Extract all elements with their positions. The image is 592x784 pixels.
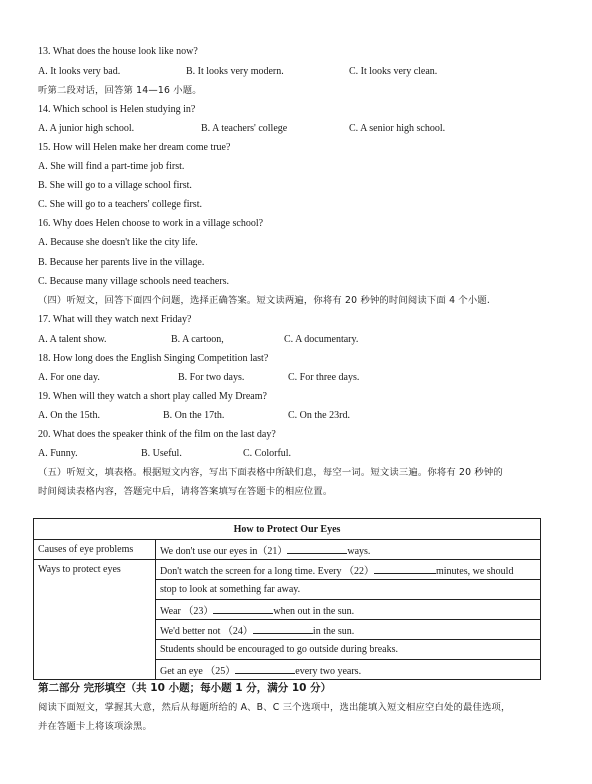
blank-25-prefix: Get an eye （25） [160, 666, 236, 677]
q14-option-a: A. A junior high school. [38, 123, 135, 134]
q16-stem: 16. Why does Helen choose to work in a village school? [38, 218, 264, 229]
q13-option-b: B. It looks very modern. [186, 66, 284, 77]
ways-row-5 [156, 660, 541, 680]
causes-label: Causes of eye problems [34, 540, 156, 560]
q18-option-c: C. For three days. [288, 372, 360, 383]
q17-stem: 17. What will they watch next Friday? [38, 314, 192, 325]
blank-21-suffix: ways. [347, 546, 371, 557]
ways-row-4: Students should be encouraged to go outside during breaks. [156, 640, 541, 660]
ways-row-3 [156, 620, 541, 640]
blank-24-suffix: in the sun. [312, 626, 355, 637]
part5-instruction-line1: （五）听短文，填表格。根据短文内容，写出下面表格中所缺们息，每空一词。短文读三遍。你将有 20 秒钟的 [38, 467, 503, 478]
blank-22-suffix: minutes, we should [435, 566, 514, 577]
q14-option-b: B. A teachers' college [201, 123, 288, 134]
part5-instruction-line2: 时间阅读表格内容，答题完中后，请将答案填写在答题卡的相应位置。 [38, 486, 333, 497]
dialog2-instruction: 听第二段对话，回答第 14—16 小题。 [38, 85, 202, 96]
table-row [34, 540, 541, 560]
part4-instruction: （四）听短文，回答下面四个问题，选择正确答案。短文读两遍，你将有 20 秒钟的时间阅读下面 4 个小题. [38, 295, 490, 306]
blank-22[interactable] [374, 564, 436, 574]
q15-stem: 15. How will Helen make her dream come true? [38, 142, 231, 153]
ways-row-1-cont: stop to look at something far away. [156, 580, 541, 600]
q20-option-b: B. Useful. [141, 448, 182, 459]
blank-21[interactable] [287, 544, 347, 554]
ways-label: Ways to protect eyes [34, 560, 156, 680]
q16-option-c: C. Because many village schools need teachers. [38, 276, 230, 287]
blank-23[interactable] [213, 604, 273, 614]
q16-option-b: B. Because her parents live in the village. [38, 257, 205, 268]
q13-option-c: C. It looks very clean. [349, 66, 438, 77]
q15-option-b: B. She will go to a village school first. [38, 180, 192, 191]
q15-option-c: C. She will go to a teachers' college first. [38, 199, 202, 210]
table-title: How to Protect Our Eyes [34, 519, 541, 540]
blank-24-prefix: We'd better not （24） [160, 626, 253, 637]
section2-instruction-line2: 并在答题卡上将该项涂黑。 [38, 721, 152, 732]
blank-25[interactable] [235, 664, 295, 674]
q16-option-a: A. Because she doesn't like the city life. [38, 237, 198, 248]
ways-row-1 [156, 560, 541, 580]
blank-21-prefix: We don't use our eyes in（21） [160, 546, 288, 557]
eye-protection-table [33, 518, 541, 680]
blank-24[interactable] [253, 624, 313, 634]
q14-stem: 14. Which school is Helen studying in? [38, 104, 196, 115]
q19-option-a: A. On the 15th. [38, 410, 100, 421]
q20-option-a: A. Funny. [38, 448, 78, 459]
q18-stem: 18. How long does the English Singing Competition last? [38, 353, 269, 364]
q17-option-b: B. A cartoon, [171, 334, 224, 345]
blank-23-suffix: when out in the sun. [273, 606, 355, 617]
q19-option-b: B. On the 17th. [163, 410, 225, 421]
q13-option-a: A. It looks very bad. [38, 66, 121, 77]
q20-option-c: C. Colorful. [243, 448, 292, 459]
q17-option-a: A. A talent show. [38, 334, 107, 345]
q15-option-a: A. She will find a part-time job first. [38, 161, 185, 172]
q18-option-b: B. For two days. [178, 372, 245, 383]
causes-cell [156, 540, 541, 560]
table-header-row [34, 519, 541, 540]
q19-option-c: C. On the 23rd. [288, 410, 350, 421]
table-row [34, 560, 541, 580]
q14-option-c: C. A senior high school. [349, 123, 446, 134]
section2-title: 第二部分 完形填空（共 10 小题；每小题 1 分，满分 10 分） [38, 682, 332, 694]
ways-row-2 [156, 600, 541, 620]
q17-option-c: C. A documentary. [284, 334, 359, 345]
q20-stem: 20. What does the speaker think of the film on the last day? [38, 429, 276, 440]
blank-25-suffix: every two years. [295, 666, 362, 677]
q19-stem: 19. When will they watch a short play called My Dream? [38, 391, 267, 402]
blank-22-prefix: Don't watch the screen for a long time. Every （22） [160, 566, 374, 577]
blank-23-prefix: Wear （23） [160, 606, 214, 617]
section2-instruction-line1: 阅读下面短文，掌握其大意，然后从每题所给的 A、B、C 三个选项中，选出能填入短文相应空白处的最佳选项， [38, 702, 511, 713]
q13-stem: 13. What does the house look like now? [38, 46, 198, 57]
q18-option-a: A. For one day. [38, 372, 100, 383]
